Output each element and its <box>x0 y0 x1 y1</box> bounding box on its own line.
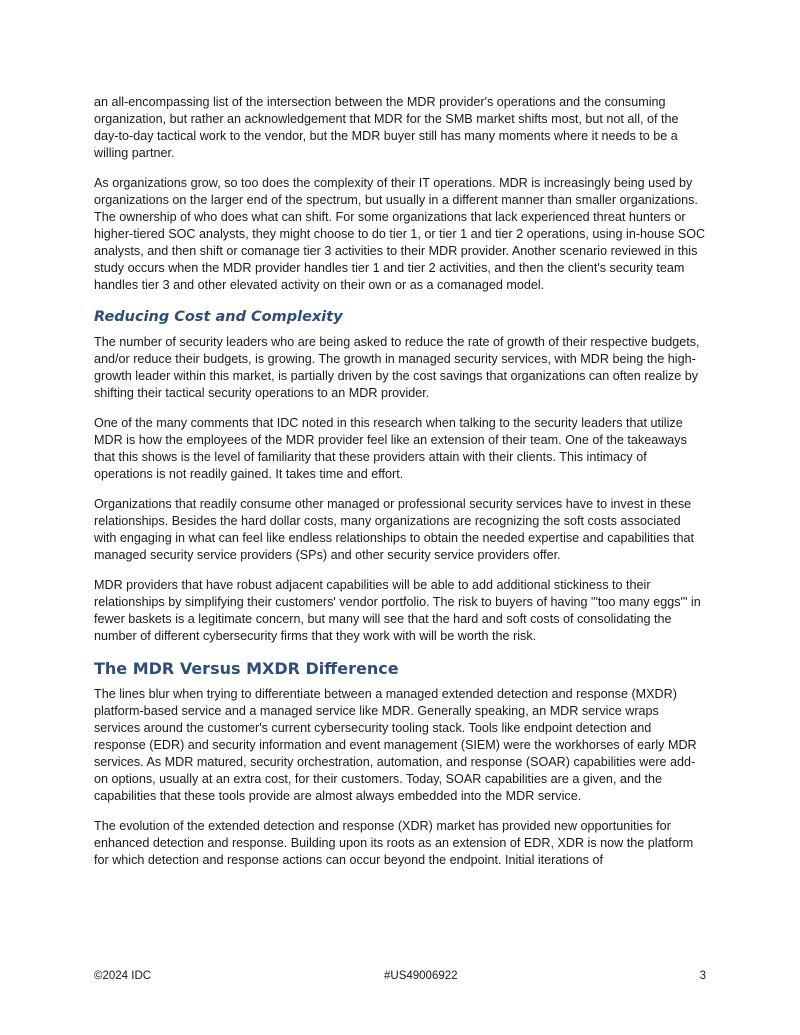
section-heading-reducing-cost: Reducing Cost and Complexity <box>94 309 343 325</box>
paragraph-budgets: The number of security leaders who are being asked to reduce the rate of growth of their respective budgets, and/or reduce their budgets, is growing. The growth in managed security services, with MDR being the high-growth leader within this market, is partially driven by the cost savings that organizations can often realize by shifting their tactical security operations to an MDR provider. <box>94 335 700 400</box>
paragraph-adjacent-capabilities: MDR providers that have robust adjacent capabilities will be able to add additional stickiness to their relationships by simplifying their customers' vendor portfolio. The risk to buyers of having "'too many eggs'" in fewer baskets is a legitimate concern, but many will see that the hard and soft costs of consolidating the number of different cybersecurity firms that they work with will be worth the risk. <box>94 578 701 643</box>
paragraph-xdr-evolution: The evolution of the extended detection and response (XDR) market has provided new opportunities for enhanced detection and response. Building upon its roots as an extension of EDR, XDR is now the platform for which detection and response actions can occur beyond the endpoint. Initial iterations of <box>94 819 694 867</box>
paragraph-extension-of-team: One of the many comments that IDC noted in this research when talking to the security leaders that utilize MDR is how the employees of the MDR provider feel like an extension of their team. One of the takeaways that this shows is the level of familiarity that these providers attain with their clients. This intimacy of operations is not readily gained. It takes time and effort. <box>94 416 687 481</box>
footer-copyright: ©2024 IDC <box>94 970 152 982</box>
paragraph-intro-continuation: an all-encompassing list of the intersection between the MDR provider's operations and the consuming organization, but rather an acknowledgement that MDR for the SMB market shifts most, but not all, of the day-to-day tactical work to the vendor, but the MDR buyer still has many moments where it needs to be a willing partner. <box>94 95 679 160</box>
footer-document-id: #US49006922 <box>384 970 458 982</box>
paragraph-lines-blur: The lines blur when trying to differentiate between a managed extended detection and response (MXDR) platform-based service and a managed service like MDR. Generally speaking, an MDR service wraps services around the customer's current cybersecurity tooling stack. Tools like endpoint detection and response (EDR) and security information and event management (SIEM) were the workhorses of early MDR services. As MDR matured, security orchestration, automation, and response (SOAR) capabilities were add-on options, usually at an extra cost, for their customers. Today, SOAR capabilities are a given, and the capabilities that these tools provide are almost always embedded into the MDR service. <box>94 687 697 803</box>
paragraph-organizations-grow: As organizations grow, so too does the complexity of their IT operations. MDR is increasingly being used by organizations on the larger end of the spectrum, but usually in a different manner than smaller organizations. The ownership of who does what can shift. For some organizations that lack experienced threat hunters or higher-tiered SOC analysts, they might choose to do tier 1, or tier 1 and tier 2 operations, using in-house SOC analysts, and then shift or comanage tier 3 activities to their MDR provider. Another scenario reviewed in this study occurs when the MDR provider handles tier 1 and tier 2 activities, and then the client's security team handles tier 3 and other elevated activity on their own or as a comanaged model. <box>94 176 706 292</box>
section-heading-mdr-vs-mxdr: The MDR Versus MXDR Difference <box>94 659 399 678</box>
footer-page-number: 3 <box>699 970 706 982</box>
paragraph-relationships: Organizations that readily consume other managed or professional security services have to invest in these relationships. Besides the hard dollar costs, many organizations are recognizing the soft costs associated with engaging in what can feel like endless relationships to obtain the needed expertise and capabilities that managed security service providers (SPs) and other security service providers offer. <box>94 497 694 562</box>
document-body <box>94 94 706 882</box>
